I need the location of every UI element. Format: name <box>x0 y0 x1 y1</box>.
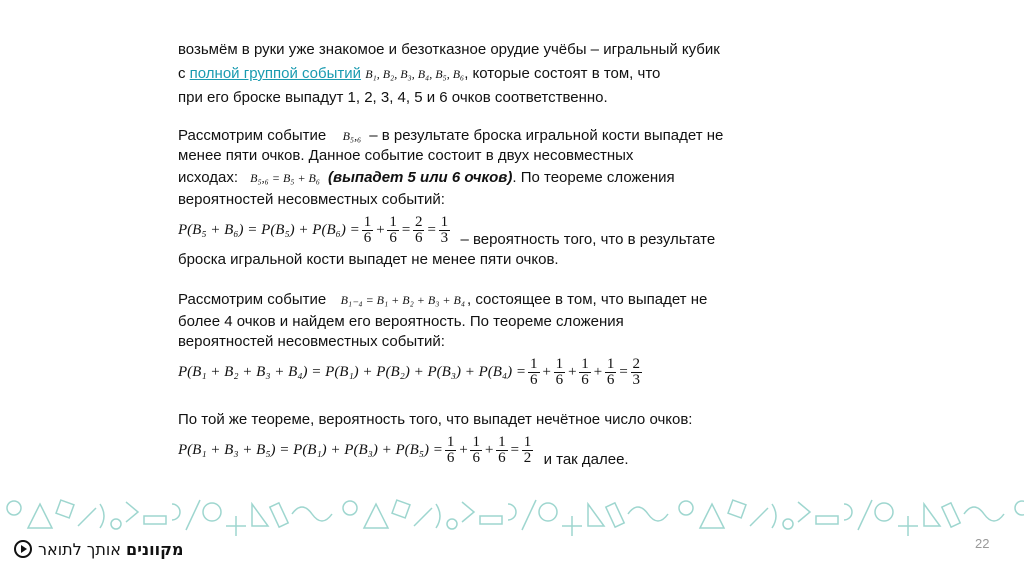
para3-prefix: Рассмотрим событие <box>178 291 327 308</box>
brand-bold: מקוונים <box>126 539 184 559</box>
outcomes-label: исходах: <box>178 169 238 186</box>
formula-odd: P(B₁ + B₃ + B₅) = P(B₁) + P(B₃) + P(B₅) = $\frac{1}{6}$ + $\frac{1}{6}$ + $\frac{1}{6}$ = $\frac{1}{2}$ <box>178 433 532 466</box>
fraction: $\frac{1}{6}$ <box>389 213 397 246</box>
fraction: $\frac{1}{6}$ <box>446 433 455 466</box>
para3-line3 <box>178 332 858 352</box>
para1-suffix: , которые состоят в том, что <box>464 65 661 82</box>
formula-b1-b4: P(B₁ + B₂ + B₃ + B₄) = P(B₁) + P(B₂) + P(B₃) + P(B₄) = $\frac{1}{6}$ + $\frac{1}{6}$ + $\frac{1}{6}$ + $\frac{1}{6}$ = $\frac{2}{3}$ <box>178 355 641 388</box>
para4-formula-line <box>178 430 858 470</box>
fraction: $\frac{1}{6}$ <box>581 355 589 388</box>
para1-line1-text: возьмём в руки уже знакомое и безотказное орудие учёбы – игральный кубик <box>178 41 720 58</box>
para2-line1 <box>178 126 858 146</box>
page-number: 22 <box>975 536 990 551</box>
decorative-pattern-strip <box>0 496 1024 536</box>
fraction: $\frac{1}{3}$ <box>440 213 449 246</box>
para2-formula-line <box>178 210 858 250</box>
formula-odd-lhs: P(B₁ + B₃ + B₅) = P(B₁) + P(B₃) + P(B₅) = <box>178 442 443 458</box>
italic-note: (выпадет 5 или 6 очков) <box>328 169 513 186</box>
events-formula: B₁, B₂, B₃, B₄, B₅, B₆ <box>365 67 465 81</box>
para2-line2 <box>178 146 858 166</box>
brand-logo <box>14 536 184 562</box>
para2-line5-suffix: – вероятность того, что в результате <box>460 231 716 248</box>
formula-b1-b4-lhs: P(B₁ + B₂ + B₃ + B₄) = P(B₁) + P(B₂) + P(B₃) + P(B₄) = <box>178 364 527 380</box>
brand-regular: אותך לתואר <box>38 539 121 559</box>
para4-line1 <box>178 410 858 430</box>
para3-suffix: , состоящее в том, что выпадет не <box>466 291 708 308</box>
para3-line1 <box>178 288 858 312</box>
para3-line2-text: более 4 очков и найдем его вероятность. По теореме сложения <box>178 313 624 330</box>
formula-b5-b6-lhs: P(B₅ + B₆) = P(B₅) + P(B₆) = <box>178 222 360 238</box>
full-group-link[interactable]: полной группой событий <box>189 65 362 82</box>
para2-line6 <box>178 250 858 270</box>
slide-body <box>178 40 858 470</box>
fraction: $\frac{2}{3}$ <box>632 355 641 388</box>
play-icon <box>14 540 32 558</box>
para3-line3-text: вероятностей несовместных событий: <box>178 333 445 350</box>
para1-line2 <box>178 60 858 88</box>
para2-line6-text: броска игральной кости выпадет не менее пяти очков. <box>178 251 559 268</box>
para1-line1 <box>178 40 858 60</box>
fraction: $\frac{1}{2}$ <box>523 433 532 466</box>
b1-4-formula: B₁₋₄ = B₁ + B₂ + B₃ + B₄ <box>340 293 465 307</box>
para3-formula-line <box>178 352 858 392</box>
fraction: $\frac{1}{6}$ <box>363 213 372 246</box>
fraction: $\frac{1}{6}$ <box>498 433 506 466</box>
para1-line3-text: при его броске выпадут 1, 2, 3, 4, 5 и 6 очков соответственно. <box>178 89 608 106</box>
fraction: $\frac{1}{6}$ <box>606 355 615 388</box>
para1-line3 <box>178 88 858 108</box>
para2-line2-text: менее пяти очков. Данное событие состоит в двух несовместных <box>178 147 634 164</box>
formula-b5-b6: P(B₅ + B₆) = P(B₅) + P(B₆) = $\frac{1}{6}$ + $\frac{1}{6}$ = $\frac{2}{6}$ = $\frac{1}{3}$ <box>178 213 449 246</box>
para4-suffix: и так далее. <box>543 451 629 468</box>
b56-formula: B₅,₆ = B₅ + B₆ <box>250 171 321 185</box>
para2-line4-text: вероятностей несовместных событий: <box>178 191 445 208</box>
fraction: $\frac{1}{6}$ <box>530 355 538 388</box>
fraction: $\frac{1}{6}$ <box>555 355 564 388</box>
fraction: $\frac{1}{6}$ <box>472 433 480 466</box>
para2-prefix: Рассмотрим событие <box>178 127 327 144</box>
event-b56: B₅,₆ <box>342 129 362 143</box>
para3-line2 <box>178 312 858 332</box>
para4-line1-text: По той же теореме, вероятность того, что выпадет нечётное число очков: <box>178 411 693 428</box>
para2-line4 <box>178 190 858 210</box>
brand-text <box>38 540 184 559</box>
fraction: $\frac{2}{6}$ <box>414 213 423 246</box>
doodle-pattern-icon <box>0 496 1024 536</box>
para2-line3 <box>178 166 858 190</box>
para1-prefix: с <box>178 65 186 82</box>
para2-line3-suffix: . По теореме сложения <box>512 169 675 186</box>
para2-suffix: – в результате броска игральной кости выпадет не <box>369 127 724 144</box>
